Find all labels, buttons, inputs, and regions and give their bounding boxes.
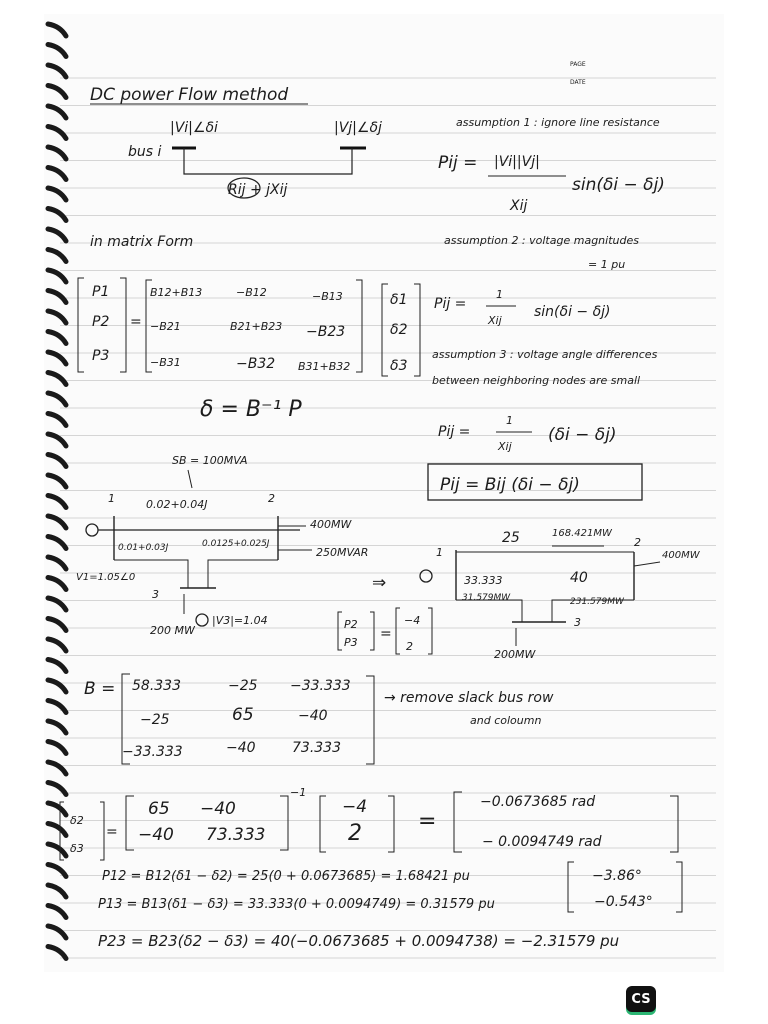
angle-result: − 0.0094749 rad [482,834,602,850]
b-value: −25 [140,712,170,728]
impedance-label: Rij + jXij [228,182,288,198]
delta-unknown: δ2 [70,814,84,827]
power-value: 2 [348,821,362,846]
load-power: 400MW [310,518,352,531]
flow-p13: P13 = B13(δ1 − δ3) = 33.333(0 + 0.0094749) = 0.31579 pu [98,897,495,912]
b-value: 58.333 [132,678,181,694]
transform-arrow: ⇒ [372,573,387,593]
b-cell: B21+B23 [230,320,283,333]
p-vector-entry: P1 [92,284,110,300]
pij-numerator-1: |Vi||Vj| [494,154,540,170]
p-vector-entry: P3 [92,348,110,364]
reduced-p-value: 2 [406,640,413,653]
vj-label: |Vj|∠δj [334,120,382,136]
inverse-exponent: −1 [290,786,307,799]
delta-entry: δ3 [390,358,408,374]
line-impedance: 0.0125+0.025J [202,539,270,549]
load-power: 400MW [662,550,700,561]
reduced-p-entry: P3 [344,636,358,649]
b-matrix-label: B = [84,679,116,699]
inv-value: −40 [200,799,236,819]
inv-value: 73.333 [206,825,266,845]
pij-label-1: Pij = [438,153,478,173]
load-reactive: 250MVAR [316,546,369,559]
line-flow: 231.579MW [570,597,624,607]
b-cell: −B32 [236,356,276,372]
bus-number: 2 [634,536,641,549]
flow-p23: P23 = B23(δ2 − δ3) = 40(−0.0673685 + 0.0094738) = −2.31579 pu [98,932,620,950]
pij-paren-3: (δi − δj) [548,425,617,445]
bus3-generation: 200MW [494,648,536,661]
b-cell: B12+B13 [150,286,203,299]
slack-note: → remove slack bus row [384,690,554,706]
bus-number: 1 [436,546,443,559]
b-value: −33.333 [122,744,183,760]
delta-entry: δ1 [390,292,408,308]
delta-equation: δ = B⁻¹ P [200,397,302,422]
line-impedance: 0.01+0.03J [118,543,169,553]
bus3-generation: 200 MW [150,624,195,637]
line-susceptance: 40 [570,570,588,586]
bus-number: 2 [268,492,275,505]
p-vector-entry: P2 [92,314,110,330]
angle-degree: −3.86° [592,868,642,884]
b-cell: −B31 [150,356,181,369]
assumption-3b: between neighboring nodes are small [432,374,641,387]
delta-unknown: δ3 [70,842,84,855]
boxed-formula: Pij = Bij (δi − δj) [440,475,580,495]
pij-denominator-1: Xij [510,198,528,214]
b-cell: −B21 [150,320,181,333]
b-value: −40 [298,708,328,724]
vi-label: |Vi|∠δi [170,120,218,136]
line-susceptance: 25 [502,530,520,546]
b-value: −40 [226,740,256,756]
inv-value: −40 [138,825,174,845]
inv-value: 65 [148,799,170,819]
equals-sign: = [130,314,142,330]
power-value: −4 [342,797,368,817]
b-symbolic-matrix [146,280,362,373]
angle-result: −0.0673685 rad [480,794,596,810]
assumption-2: assumption 2 : voltage magnitudes [444,234,639,247]
pij-sin-2: sin(δi − δj) [534,304,611,320]
pij-denominator-2: Xij [488,314,502,327]
date-mark: DATE [570,79,586,86]
page-title: DC power Flow method [90,85,289,105]
bus-number: 1 [108,492,115,505]
line-flow: 168.421MW [552,528,612,539]
pij-label-2: Pij = [434,296,467,312]
bus-number: 3 [574,616,581,629]
camscanner-logo: CS [626,986,656,1012]
pij-numerator-3: 1 [506,414,513,427]
reduced-p-entry: P2 [344,618,358,631]
equals-sign: = [418,809,437,834]
flow-p12: P12 = B12(δ1 − δ2) = 25(0 + 0.0673685) = 1.68421 pu [102,869,470,884]
equals-sign: = [106,824,118,840]
delta-entry: δ2 [390,322,408,338]
assumption-1: assumption 1 : ignore line resistance [456,116,660,129]
pij-numerator-2: 1 [496,288,503,301]
slack-voltage: V1=1.05∠0 [76,572,136,583]
line-flow: 31.579MW [462,593,511,603]
slack-note-2: and coloumn [470,714,542,727]
bus3-voltage: |V3|=1.04 [212,614,268,627]
base-power: SB = 100MVA [172,454,248,467]
bus-number: 3 [152,588,159,601]
matrix-form-label: in matrix Form [90,234,194,250]
angle-degree: −0.543° [594,894,653,910]
b-cell: −B23 [306,324,346,340]
b-value: 73.333 [292,740,341,756]
b-value: −33.333 [290,678,351,694]
assumption-2b: = 1 pu [588,258,626,271]
b-cell: B31+B32 [298,360,351,373]
pij-sin-1: sin(δi − δj) [572,175,665,195]
b-cell: −B12 [236,286,267,299]
reduced-p-value: −4 [404,614,421,627]
assumption-3: assumption 3 : voltage angle differences [432,348,658,361]
line-susceptance: 33.333 [464,574,503,587]
bus-i-label: bus i [128,144,162,160]
b-cell: −B13 [312,290,343,303]
pij-denominator-3: Xij [498,440,512,453]
line-impedance: 0.02+0.04J [146,498,208,511]
pij-label-3: Pij = [438,424,471,440]
b-value: 65 [232,705,254,725]
equals-sign: = [380,626,392,642]
b-value: −25 [228,678,258,694]
page-mark: PAGE [570,61,586,68]
